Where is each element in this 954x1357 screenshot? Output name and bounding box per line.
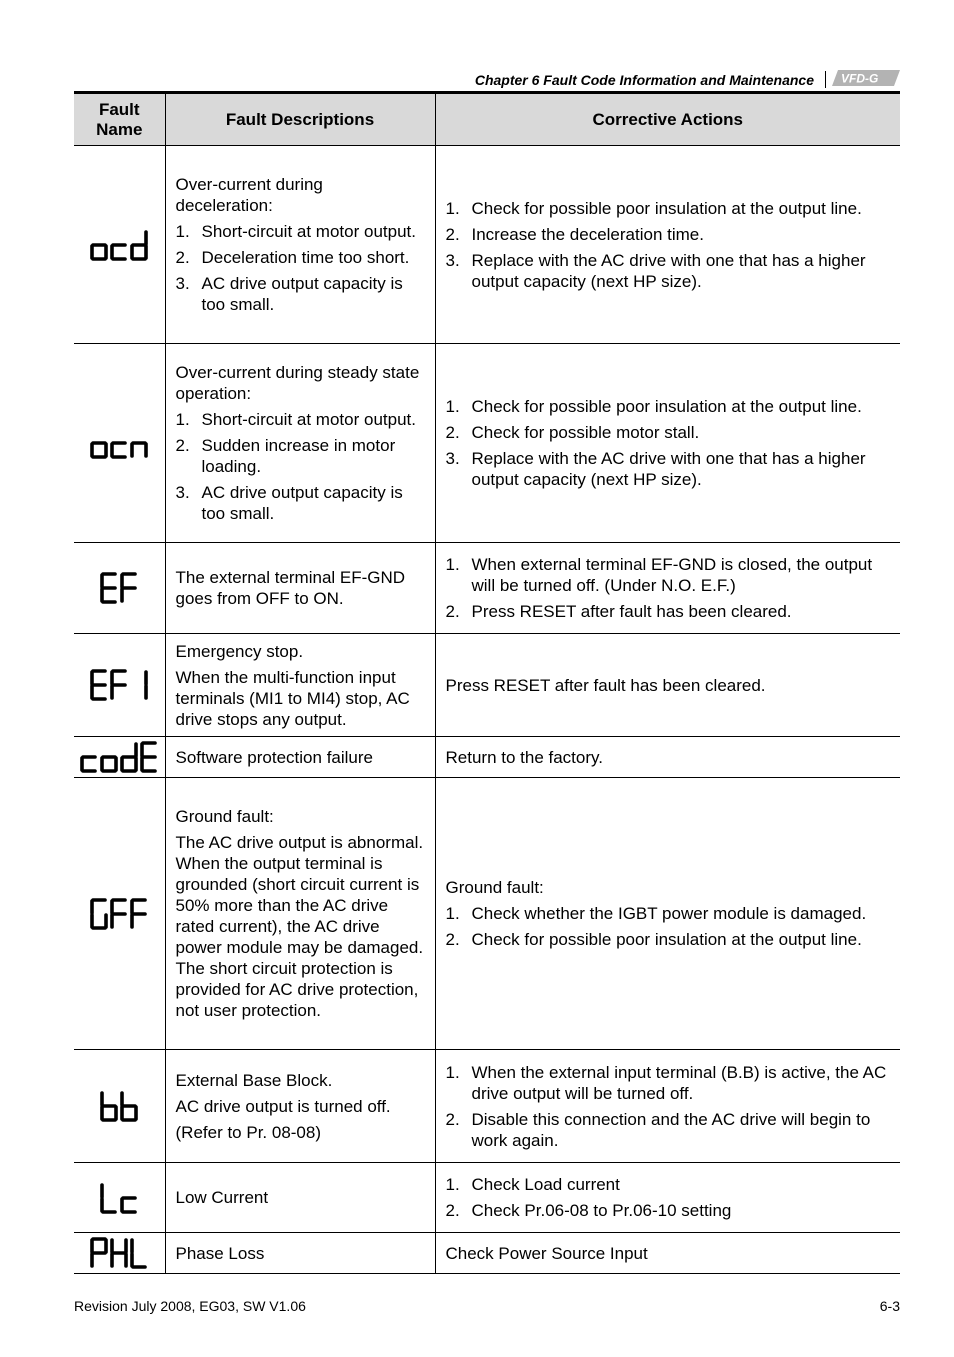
list-number: 3. <box>175 483 190 502</box>
fault-table <box>74 91 900 1274</box>
list-number: 1. <box>175 222 190 241</box>
fault-description-cell <box>165 1233 435 1274</box>
list-item-text: When external terminal EF-GND is closed, the output will be turned off. (Under N.O. E.F.) <box>471 555 873 595</box>
list-item-text: Press RESET after fault has been cleared. <box>471 602 792 621</box>
list-item-text: Short-circuit at motor output. <box>201 222 416 241</box>
table-row <box>74 1050 900 1163</box>
list-number: 2. <box>445 1109 460 1129</box>
corrective-action-cell <box>435 146 900 344</box>
table-row <box>74 1163 900 1233</box>
list-item-text: Check for possible poor insulation at the output line. <box>471 198 862 218</box>
list-item-text: Short-circuit at motor output. <box>201 410 416 429</box>
fault-code-display <box>88 227 150 263</box>
list-number: 1. <box>445 904 460 923</box>
list-item-text: Increase the deceleration time. <box>471 224 704 244</box>
fault-name-cell <box>74 146 165 344</box>
list-item-text: Replace with the AC drive with one that has a higher output capacity (next HP size). <box>471 449 866 489</box>
fault-code-display <box>88 425 150 461</box>
list-item-text: Disable this connection and the AC drive will begin to work again. <box>471 1109 871 1150</box>
logo-text: VFD-G <box>841 71 879 86</box>
list-item-text: Check whether the IGBT power module is damaged. <box>471 904 867 923</box>
header-separator <box>825 71 826 88</box>
cell-paragraph: The external terminal EF-GND goes from OFF to ON. <box>175 568 406 608</box>
fault-name-cell <box>74 737 165 778</box>
fault-description-cell <box>165 737 435 778</box>
column-header-text: Corrective Actions <box>592 109 744 129</box>
list-item <box>176 221 425 242</box>
fault-description-cell <box>165 1163 435 1233</box>
cell-paragraph: Low Current <box>175 1188 269 1207</box>
list-number: 1. <box>445 555 460 574</box>
column-header-text: Fault Descriptions <box>225 109 375 129</box>
list-number: 2. <box>445 930 460 949</box>
list-item <box>446 250 891 292</box>
list-item-text: AC drive output capacity is too small. <box>201 274 403 314</box>
table-row <box>74 737 900 778</box>
list-item-text: Sudden increase in motor loading. <box>201 436 396 476</box>
corrective-action-cell <box>435 778 900 1050</box>
cell-paragraph: Software protection failure <box>175 747 373 767</box>
numbered-list <box>446 1174 891 1221</box>
list-item-text: Check for possible poor insulation at the output line. <box>471 930 862 949</box>
column-header-corrective-actions <box>435 93 900 146</box>
table-row <box>74 344 900 543</box>
table-row <box>74 146 900 344</box>
cell-paragraph: The AC drive output is abnormal. When the output terminal is grounded (short circuit current is 50% more than the AC drive rated current), the AC drive power module may be damaged. The short circuit protection is provided for AC drive protection, not user protection. <box>175 833 424 1020</box>
list-item <box>446 601 891 622</box>
cell-paragraph: Over-current during steady state operation: <box>175 363 420 403</box>
chapter-title: Chapter 6 Fault Code Information and Maintenance <box>474 72 814 88</box>
list-number: 2. <box>445 224 460 244</box>
list-item <box>446 1062 891 1104</box>
list-item <box>446 1174 891 1195</box>
fault-code-display <box>78 739 160 775</box>
list-item-text: When the external input terminal (B.B) is active, the AC drive output will be turned off. <box>471 1062 887 1103</box>
numbered-list <box>176 409 425 524</box>
cell-paragraph: Return to the factory. <box>445 747 603 767</box>
list-item <box>446 198 891 219</box>
numbered-list <box>446 903 891 950</box>
list-item-text: Check for possible motor stall. <box>471 423 700 442</box>
list-item-text: Check Load current <box>471 1175 620 1194</box>
cell-paragraph: Ground fault: <box>445 878 544 897</box>
list-number: 3. <box>445 250 460 270</box>
corrective-action-cell <box>435 737 900 778</box>
numbered-list <box>446 1062 891 1151</box>
table-header-row <box>74 93 900 146</box>
fault-description-cell <box>165 543 435 634</box>
table-row <box>74 634 900 737</box>
cell-paragraph: Check Power Source Input <box>445 1243 648 1263</box>
cell-paragraph: Phase Loss <box>175 1243 265 1263</box>
list-item-text: Replace with the AC drive with one that has a higher output capacity (next HP size). <box>471 250 866 291</box>
fault-code-display <box>88 896 150 932</box>
revision-text: Revision July 2008, EG03, SW V1.06 <box>74 1298 306 1314</box>
list-number: 2. <box>175 248 190 267</box>
fault-name-cell <box>74 344 165 543</box>
column-header-fault-descriptions <box>165 93 435 146</box>
list-number: 2. <box>445 602 460 621</box>
list-item-text: Check Pr.06-08 to Pr.06-10 setting <box>471 1201 732 1220</box>
fault-description-cell <box>165 1050 435 1163</box>
cell-paragraph: When the multi-function input terminals (MI1 to MI4) stop, AC drive stops any output. <box>175 667 410 729</box>
fault-name-cell <box>74 778 165 1050</box>
list-item <box>176 409 425 430</box>
table-row <box>74 1233 900 1274</box>
list-item <box>446 903 891 924</box>
fault-name-cell <box>74 1163 165 1233</box>
list-number: 1. <box>175 410 190 429</box>
list-number: 3. <box>445 449 460 468</box>
list-number: 1. <box>445 397 460 416</box>
list-item <box>446 554 891 596</box>
cell-paragraph: External Base Block. <box>175 1070 333 1090</box>
list-item-text: Deceleration time too short. <box>201 248 410 267</box>
vfd-g-logo <box>832 70 900 86</box>
list-item <box>176 435 425 477</box>
list-item <box>446 1109 891 1151</box>
list-number: 3. <box>175 274 190 293</box>
table-row <box>74 543 900 634</box>
fault-code-display <box>88 1235 150 1271</box>
fault-code-display <box>98 570 140 606</box>
fault-code-display <box>98 1088 140 1124</box>
fault-name-cell <box>74 1233 165 1274</box>
fault-name-cell <box>74 543 165 634</box>
list-item-text: Check for possible poor insulation at the output line. <box>471 397 862 416</box>
corrective-action-cell <box>435 634 900 737</box>
list-item-text: AC drive output capacity is too small. <box>201 483 403 523</box>
numbered-list <box>446 198 891 292</box>
list-number: 1. <box>445 198 460 218</box>
list-number: 2. <box>445 423 460 442</box>
list-item <box>446 224 891 245</box>
fault-description-cell <box>165 634 435 737</box>
page-header <box>74 70 900 92</box>
list-number: 2. <box>175 436 190 455</box>
list-item <box>446 929 891 950</box>
numbered-list <box>176 221 425 315</box>
corrective-action-cell <box>435 1050 900 1163</box>
fault-code-display <box>88 667 150 703</box>
fault-description-cell <box>165 344 435 543</box>
cell-paragraph: Emergency stop. <box>175 641 304 661</box>
page-number: 6-3 <box>879 1298 900 1314</box>
corrective-action-cell <box>435 1163 900 1233</box>
list-item <box>176 247 425 268</box>
fault-name-cell <box>74 1050 165 1163</box>
corrective-action-cell <box>435 543 900 634</box>
cell-paragraph: Ground fault: <box>175 807 274 826</box>
list-number: 1. <box>445 1175 460 1194</box>
list-item <box>446 396 891 417</box>
numbered-list <box>446 396 891 490</box>
list-item <box>446 422 891 443</box>
cell-paragraph: Press RESET after fault has been cleared. <box>445 675 766 695</box>
corrective-action-cell <box>435 344 900 543</box>
list-item <box>176 482 425 524</box>
cell-paragraph: AC drive output is turned off. <box>175 1096 391 1116</box>
fault-description-cell <box>165 146 435 344</box>
fault-name-cell <box>74 634 165 737</box>
list-item <box>176 273 425 315</box>
cell-paragraph: Over-current during deceleration: <box>175 175 323 215</box>
column-header-fault-name <box>74 93 165 146</box>
fault-description-cell <box>165 778 435 1050</box>
corrective-action-cell <box>435 1233 900 1274</box>
cell-paragraph: (Refer to Pr. 08-08) <box>175 1122 322 1142</box>
fault-code-display <box>98 1180 140 1216</box>
list-number: 1. <box>445 1062 460 1082</box>
table-row <box>74 778 900 1050</box>
column-header-text: Fault Name <box>96 99 143 139</box>
numbered-list <box>446 554 891 622</box>
list-item <box>446 1200 891 1221</box>
list-number: 2. <box>445 1201 460 1220</box>
list-item <box>446 448 891 490</box>
